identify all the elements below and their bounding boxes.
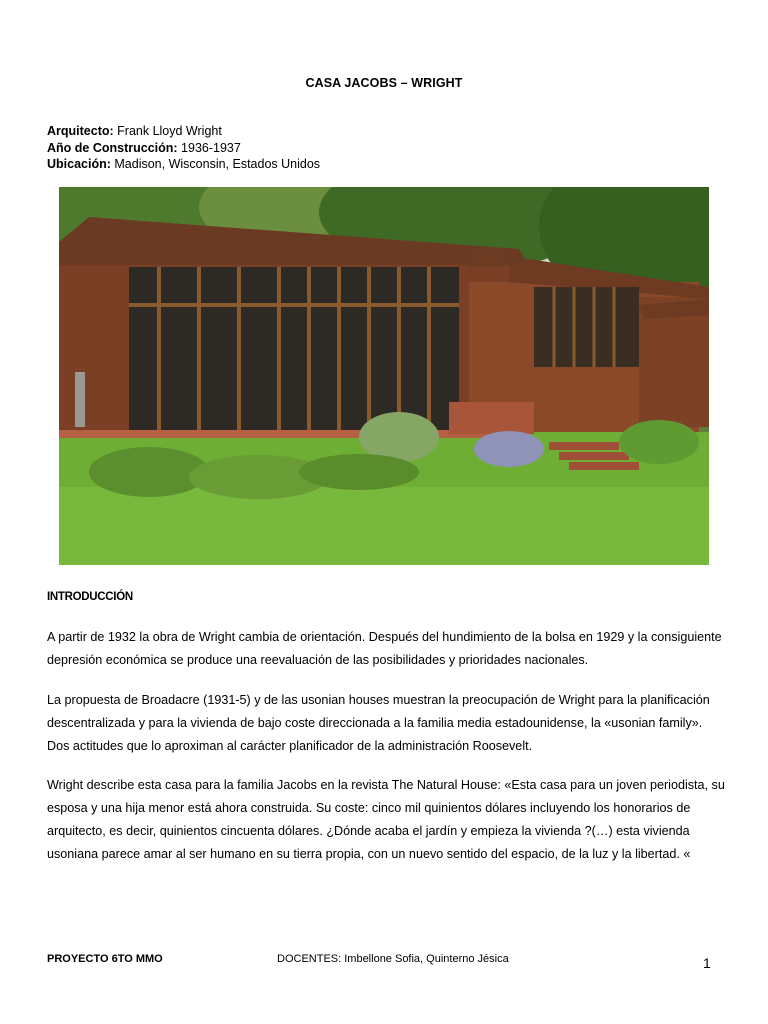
meta-construction-year xyxy=(47,140,320,157)
house-illustration xyxy=(59,187,709,565)
document-title: CASA JACOBS – WRIGHT xyxy=(305,76,463,90)
paragraph-3: Wright describe esta casa para la familia Jacobs en la revista The Natural House: «Esta casa para un joven periodista, su esposa y una hija menor está ahora construida. Su coste: cinco mil quinientos dólares incluyendo los honorarios de arquitecto, es decir, quinientos cincuenta dólares. ¿Dónde acaba el jardín y empieza la vivienda ?(…) esta vivienda usoniana parece amar al ser humano en su tierra propia, con un nuevo sentido del espacio, de la luz y la libertad. « xyxy=(47,778,725,861)
section-heading-introduction: INTRODUCCIÓN xyxy=(47,591,133,603)
paragraph-1: A partir de 1932 la obra de Wright cambia de orientación. Después del hundimiento de la bolsa en 1929 y la consiguiente depresión económica se produce una reevaluación de las posibilidades y prioridades nacionales. xyxy=(47,630,722,667)
meta-architect xyxy=(47,123,320,140)
page-number: 1 xyxy=(703,955,711,971)
paragraph-2: La propuesta de Broadacre (1931-5) y de las usonian houses muestran la preocupación de Wright para la planificación descentralizada y para la vivienda de bajo coste direccionada a la familia media estadounidense, la «usonian family». Dos actitudes que lo aproximan al carácter planificador de la administración Roosevelt. xyxy=(47,693,710,753)
footer-docentes: DOCENTES: Imbellone Sofia, Quinterno Jésica xyxy=(277,953,509,965)
meta-year-label: Año de Construcción: xyxy=(47,140,178,155)
meta-year-value: 1936-1937 xyxy=(181,140,241,155)
house-photo xyxy=(59,187,709,565)
meta-location xyxy=(47,156,320,173)
meta-location-value: Madison, Wisconsin, Estados Unidos xyxy=(114,157,321,171)
meta-location-label: Ubicación: xyxy=(47,157,111,171)
meta-architect-value: Frank Lloyd Wright xyxy=(117,124,222,138)
meta-architect-label: Arquitecto: xyxy=(47,124,114,138)
project-metadata xyxy=(47,123,320,173)
footer-project: PROYECTO 6TO MMO xyxy=(47,953,163,965)
